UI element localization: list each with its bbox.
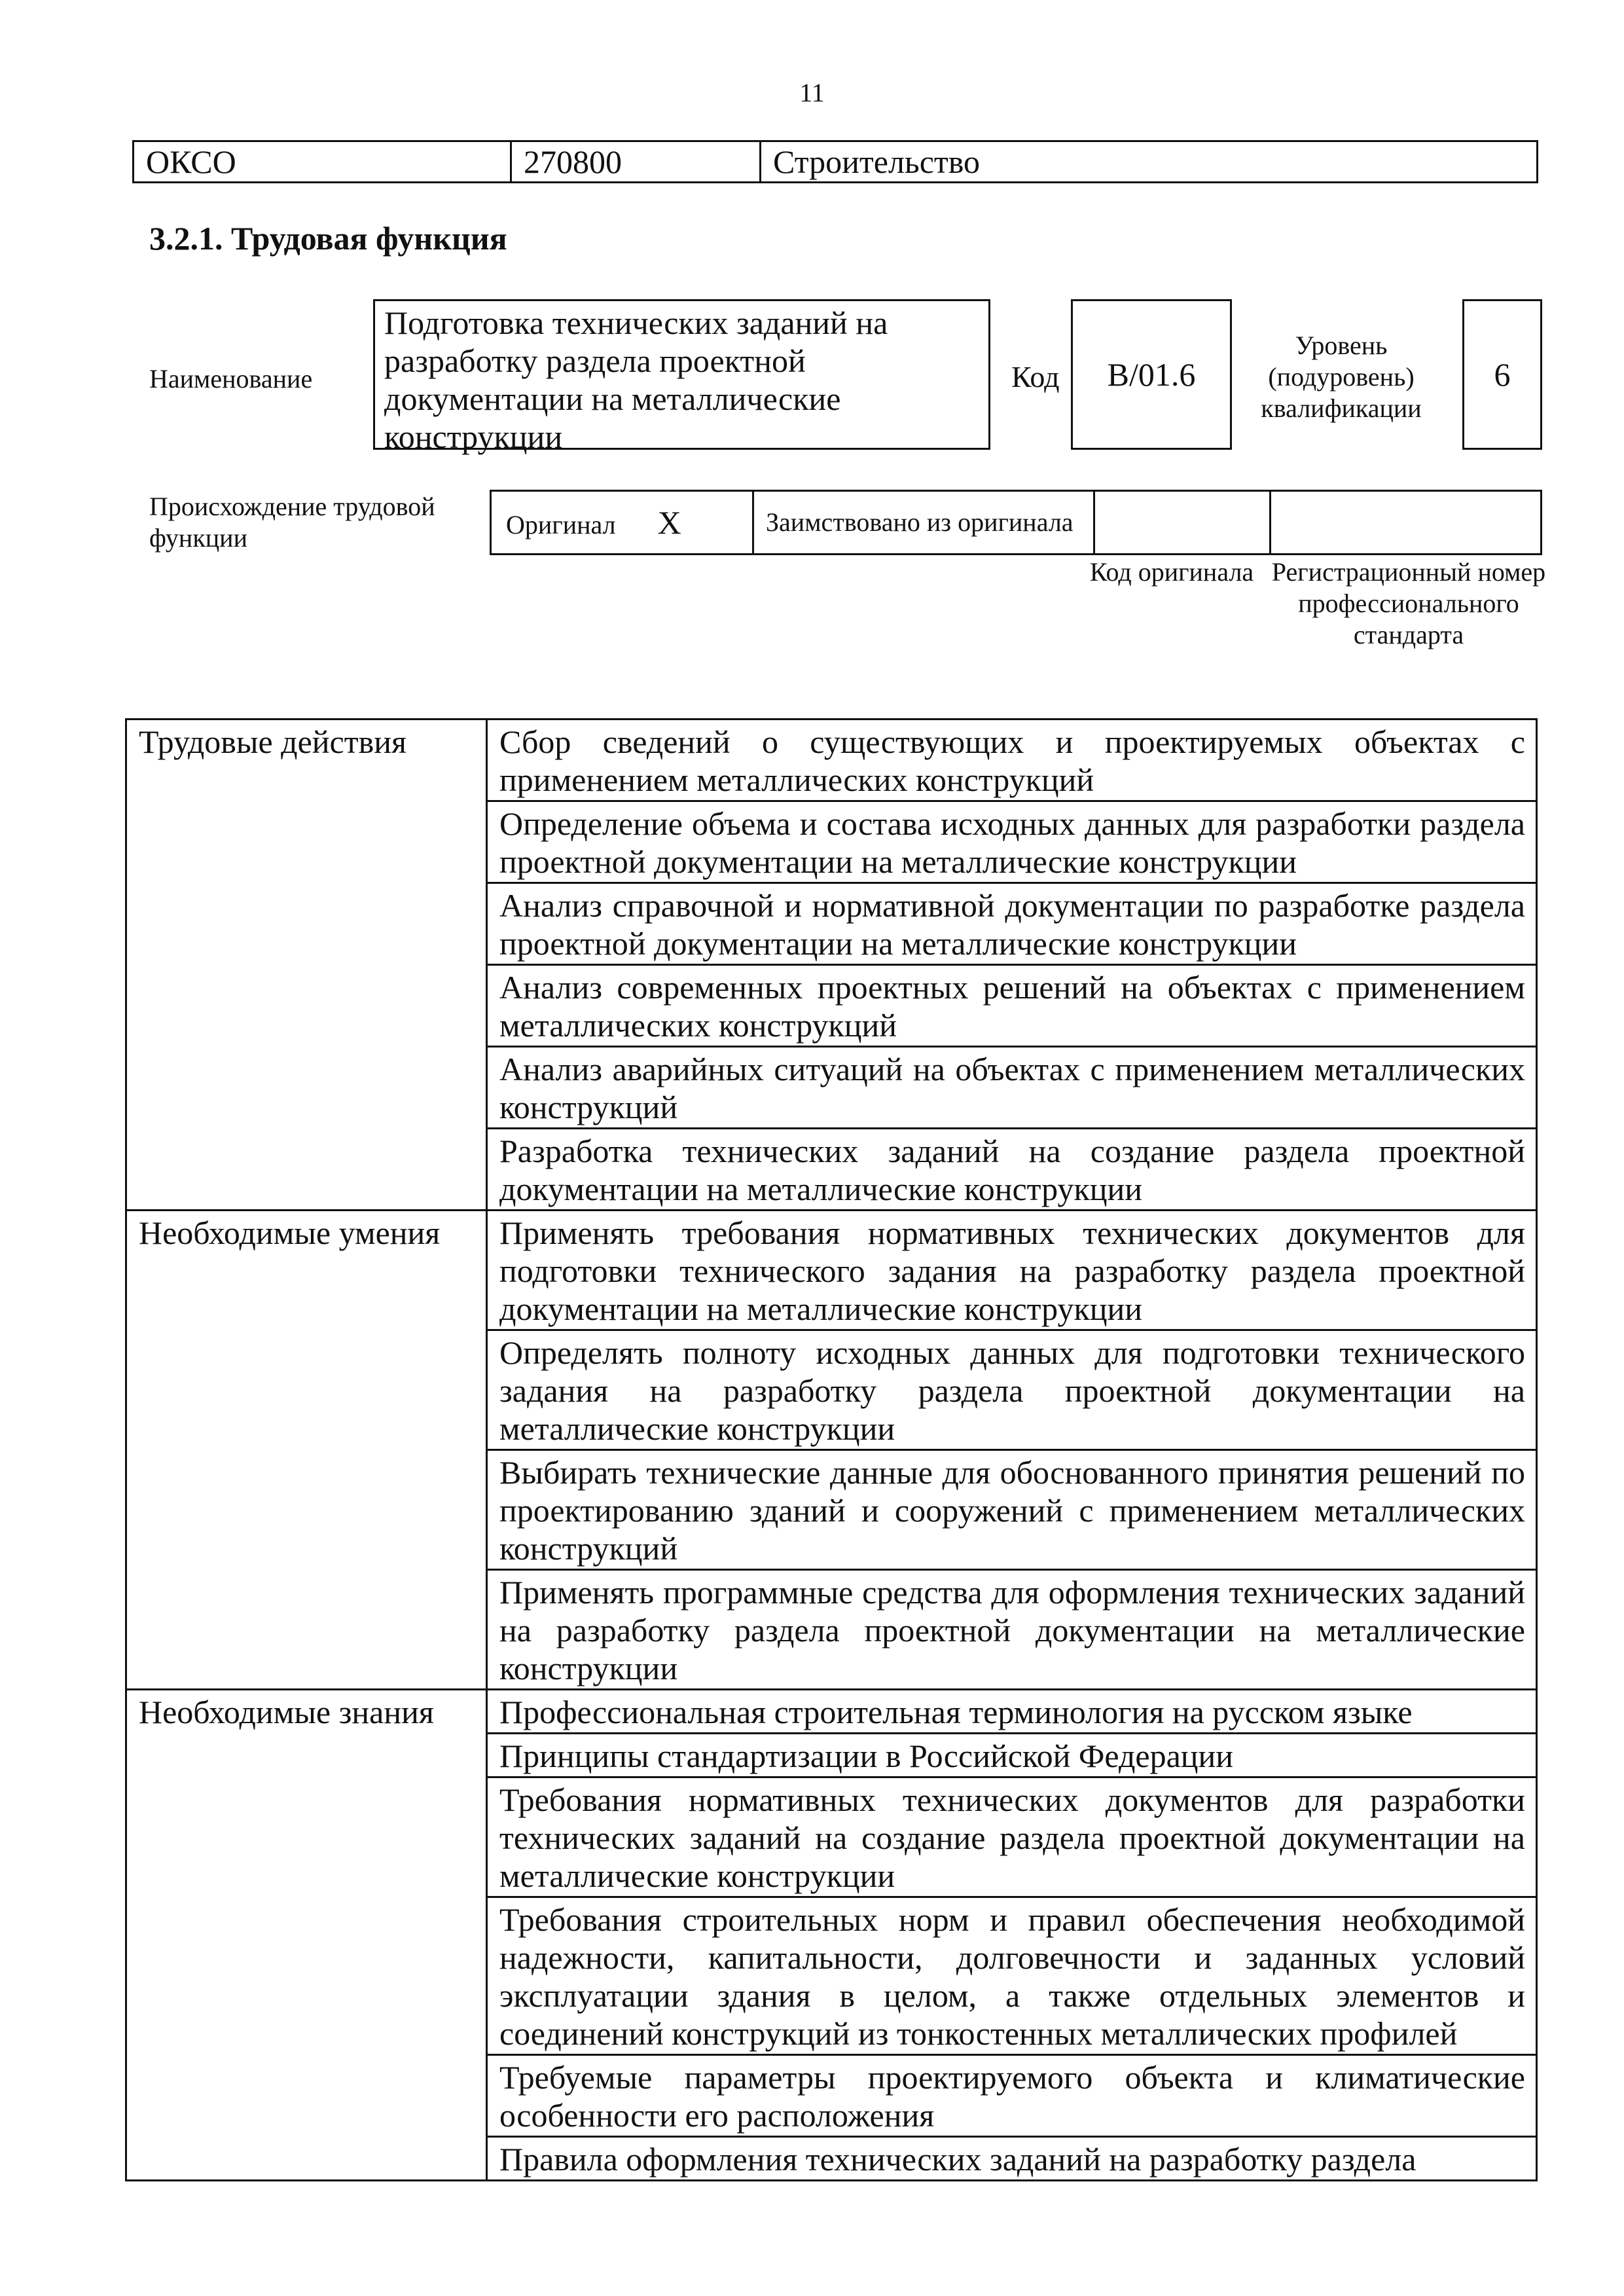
section-category: Трудовые действия <box>126 720 487 1211</box>
original-label: Оригинал <box>506 510 616 539</box>
section-item: Разработка технических заданий на создание раздела проектной документации на металлические конструкции <box>487 1129 1537 1211</box>
registration-number-cell <box>1271 491 1542 555</box>
section-item: Анализ современных проектных решений на объектах с применением металлических конструкций <box>487 965 1537 1047</box>
section-item: Принципы стандартизации в Российской Федерации <box>487 1734 1537 1777</box>
section-item: Правила оформления технических заданий на разработку раздела <box>487 2137 1537 2181</box>
registration-number-caption: Регистрационный номер профессионального стандарта <box>1271 557 1546 649</box>
okso-table <box>132 140 1538 183</box>
level-value-box: 6 <box>1462 299 1542 450</box>
origin-table <box>490 490 1542 555</box>
section-category: Необходимые знания <box>126 1690 487 2181</box>
section-item: Требования строительных норм и правил обеспечения необходимой надежности, капитальности, долговечности и заданных условий эксплуатации здания в целом, а также отдельных элементов и соединений конструкций из тонкостенных металлических профилей <box>487 1897 1537 2055</box>
section-item: Анализ аварийных ситуаций на объектах с применением металлических конструкций <box>487 1047 1537 1129</box>
original-mark: X <box>657 504 681 541</box>
section-item: Требования нормативных технических документов для разработки технических заданий на создание раздела проектной документации на металлические конструкции <box>487 1777 1537 1897</box>
level-label: Уровень (подуровень) квалификации <box>1261 331 1422 423</box>
okso-label: ОКСО <box>134 141 511 183</box>
origin-original-cell <box>491 491 753 555</box>
labor-function-table <box>125 718 1538 2181</box>
section-item: Применять программные средства для оформления технических заданий на разработку раздела проектной документации на металлические конструкции <box>487 1570 1537 1690</box>
function-name-box: Подготовка технических заданий на разработку раздела проектной документации на металлические конструкции <box>373 299 990 450</box>
origin-label: Происхождение трудовой функции <box>149 492 435 553</box>
section-item: Сбор сведений о существующих и проектируемых объектах с применением металлических конструкций <box>487 720 1537 801</box>
section-item: Выбирать технические данные для обоснованного принятия решений по проектированию зданий и сооружений с применением металлических конструкций <box>487 1450 1537 1570</box>
table-row <box>126 1211 1537 1330</box>
borrowed-label: Заимствовано из оригинала <box>753 491 1094 555</box>
okso-name: Строительство <box>761 141 1538 183</box>
section-item: Определять полноту исходных данных для подготовки технического задания на разработку раздела проектной документации на металлические конструкции <box>487 1330 1537 1450</box>
table-row <box>126 1690 1537 1734</box>
table-row <box>126 720 1537 801</box>
section-item: Требуемые параметры проектируемого объекта и климатические особенности его расположения <box>487 2055 1537 2137</box>
name-label: Наименование <box>149 364 313 393</box>
page-number: 11 <box>799 78 825 107</box>
section-item: Применять требования нормативных технических документов для подготовки технического задания на разработку раздела проектной документации на металлические конструкции <box>487 1211 1537 1330</box>
section-item: Профессиональная строительная терминология на русском языке <box>487 1690 1537 1734</box>
code-label: Код <box>1011 360 1060 393</box>
original-code-cell <box>1094 491 1271 555</box>
section-category: Необходимые умения <box>126 1211 487 1690</box>
okso-code: 270800 <box>511 141 761 183</box>
section-item: Определение объема и состава исходных данных для разработки раздела проектной документации на металлические конструкции <box>487 801 1537 883</box>
code-value-box: B/01.6 <box>1071 299 1232 450</box>
section-title: 3.2.1. Трудовая функция <box>149 220 507 257</box>
section-item: Анализ справочной и нормативной документации по разработке раздела проектной документации на металлические конструкции <box>487 883 1537 965</box>
code-original-caption: Код оригинала <box>1089 557 1254 587</box>
